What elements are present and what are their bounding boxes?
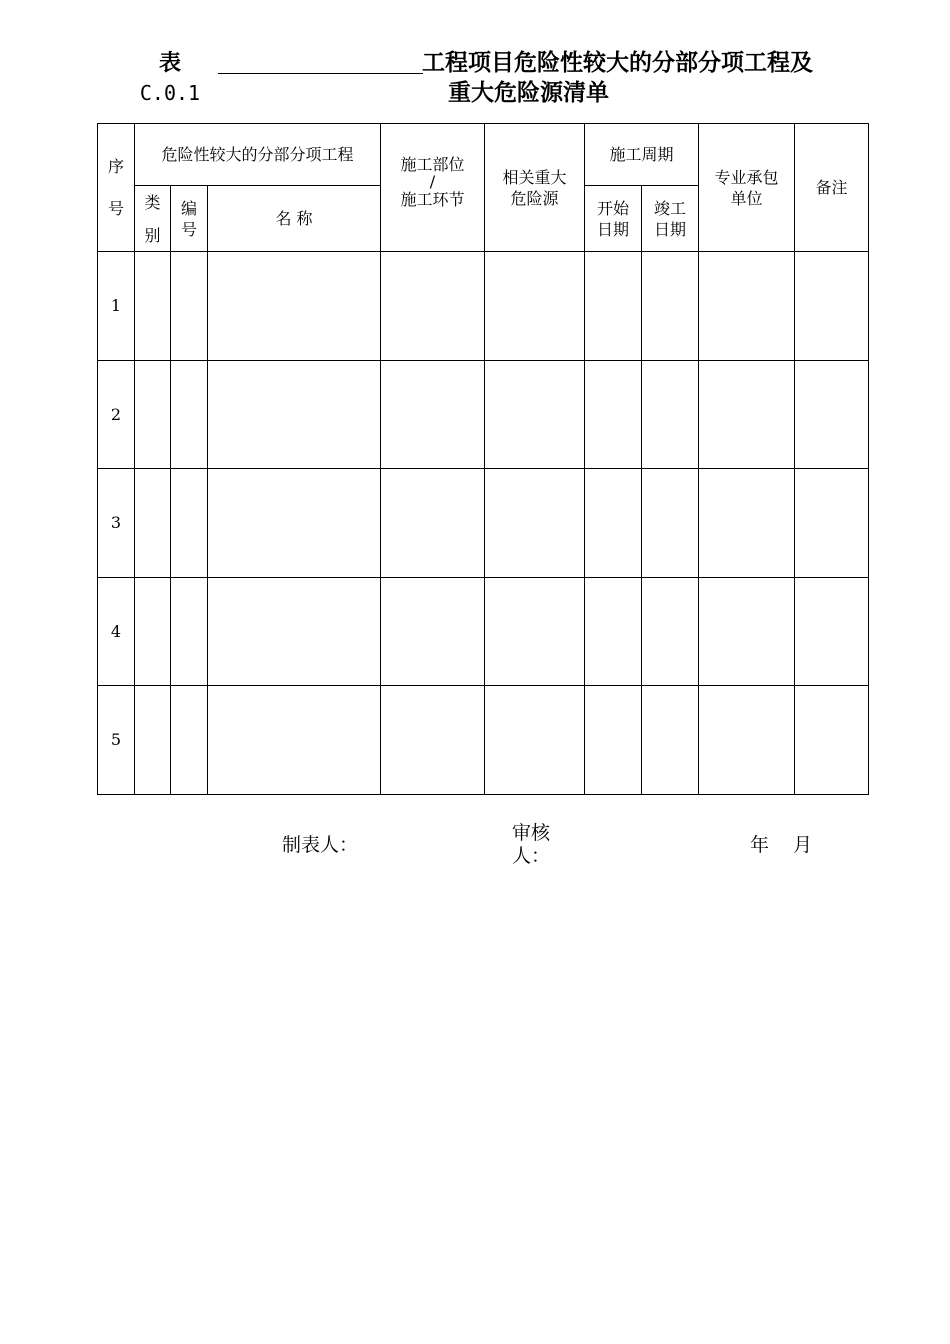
end-date-cell[interactable] [642,252,699,361]
table-row [98,686,869,795]
name-cell[interactable] [208,686,381,795]
contractor-cell[interactable] [699,577,795,686]
reviewer-label: 审核 人： [512,822,551,867]
category-cell[interactable] [135,577,171,686]
header-contractor: 专业承包 单位 [699,124,795,252]
hazard-cell[interactable] [485,469,585,578]
contractor-cell[interactable] [699,469,795,578]
header-location: 施工部位 / 施工环节 [381,124,485,252]
name-cell[interactable] [208,577,381,686]
row-number: 3 [98,469,135,578]
row-number: 2 [98,360,135,469]
start-date-cell[interactable] [585,686,642,795]
hazard-cell[interactable] [485,577,585,686]
hazard-cell[interactable] [485,252,585,361]
location-cell[interactable] [381,686,485,795]
start-date-cell[interactable] [585,469,642,578]
header-period: 施工周期 [585,124,699,186]
category-cell[interactable] [135,469,171,578]
table-row [98,577,869,686]
end-date-cell[interactable] [642,469,699,578]
name-cell[interactable] [208,252,381,361]
start-date-cell[interactable] [585,360,642,469]
location-cell[interactable] [381,360,485,469]
row-number: 1 [98,252,135,361]
row-number: 4 [98,577,135,686]
code-cell[interactable] [171,252,208,361]
table-number-code: C.0.1 [139,81,201,105]
page-title-line1: 工程项目危险性较大的分部分项工程及 [422,49,813,76]
name-cell[interactable] [208,360,381,469]
header-category: 类 别 [135,186,171,252]
hazard-list-table [97,123,869,795]
remarks-cell[interactable] [795,686,869,795]
page-title [422,48,862,108]
code-cell[interactable] [171,686,208,795]
table-body [98,252,869,795]
category-cell[interactable] [135,360,171,469]
table-row [98,360,869,469]
header-code: 编 号 [171,186,208,252]
header-end-date: 竣工 日期 [642,186,699,252]
category-cell[interactable] [135,686,171,795]
code-cell[interactable] [171,469,208,578]
end-date-cell[interactable] [642,360,699,469]
header-start-date: 开始 日期 [585,186,642,252]
location-cell[interactable] [381,577,485,686]
remarks-cell[interactable] [795,577,869,686]
preparer-label: 制表人： [282,834,359,856]
location-cell[interactable] [381,252,485,361]
category-cell[interactable] [135,252,171,361]
header-seq: 序 号 [98,124,135,252]
remarks-cell[interactable] [795,360,869,469]
hazard-cell[interactable] [485,360,585,469]
table-row [98,469,869,578]
name-cell[interactable] [208,469,381,578]
header-project-group: 危险性较大的分部分项工程 [135,124,381,186]
table-row [98,252,869,361]
date-label: 年 月 [750,834,813,856]
location-cell[interactable] [381,469,485,578]
start-date-cell[interactable] [585,252,642,361]
contractor-cell[interactable] [699,252,795,361]
row-number: 5 [98,686,135,795]
header-name: 名 称 [208,186,381,252]
table-number [130,48,210,108]
contractor-cell[interactable] [699,686,795,795]
header-hazard: 相关重大 危险源 [485,124,585,252]
header-remarks: 备注 [795,124,869,252]
table-number-label: 表 [158,50,181,76]
start-date-cell[interactable] [585,577,642,686]
code-cell[interactable] [171,577,208,686]
page-title-line2: 重大危险源清单 [448,79,609,106]
remarks-cell[interactable] [795,469,869,578]
hazard-cell[interactable] [485,686,585,795]
end-date-cell[interactable] [642,686,699,795]
end-date-cell[interactable] [642,577,699,686]
code-cell[interactable] [171,360,208,469]
contractor-cell[interactable] [699,360,795,469]
remarks-cell[interactable] [795,252,869,361]
project-name-blank[interactable] [218,73,423,74]
